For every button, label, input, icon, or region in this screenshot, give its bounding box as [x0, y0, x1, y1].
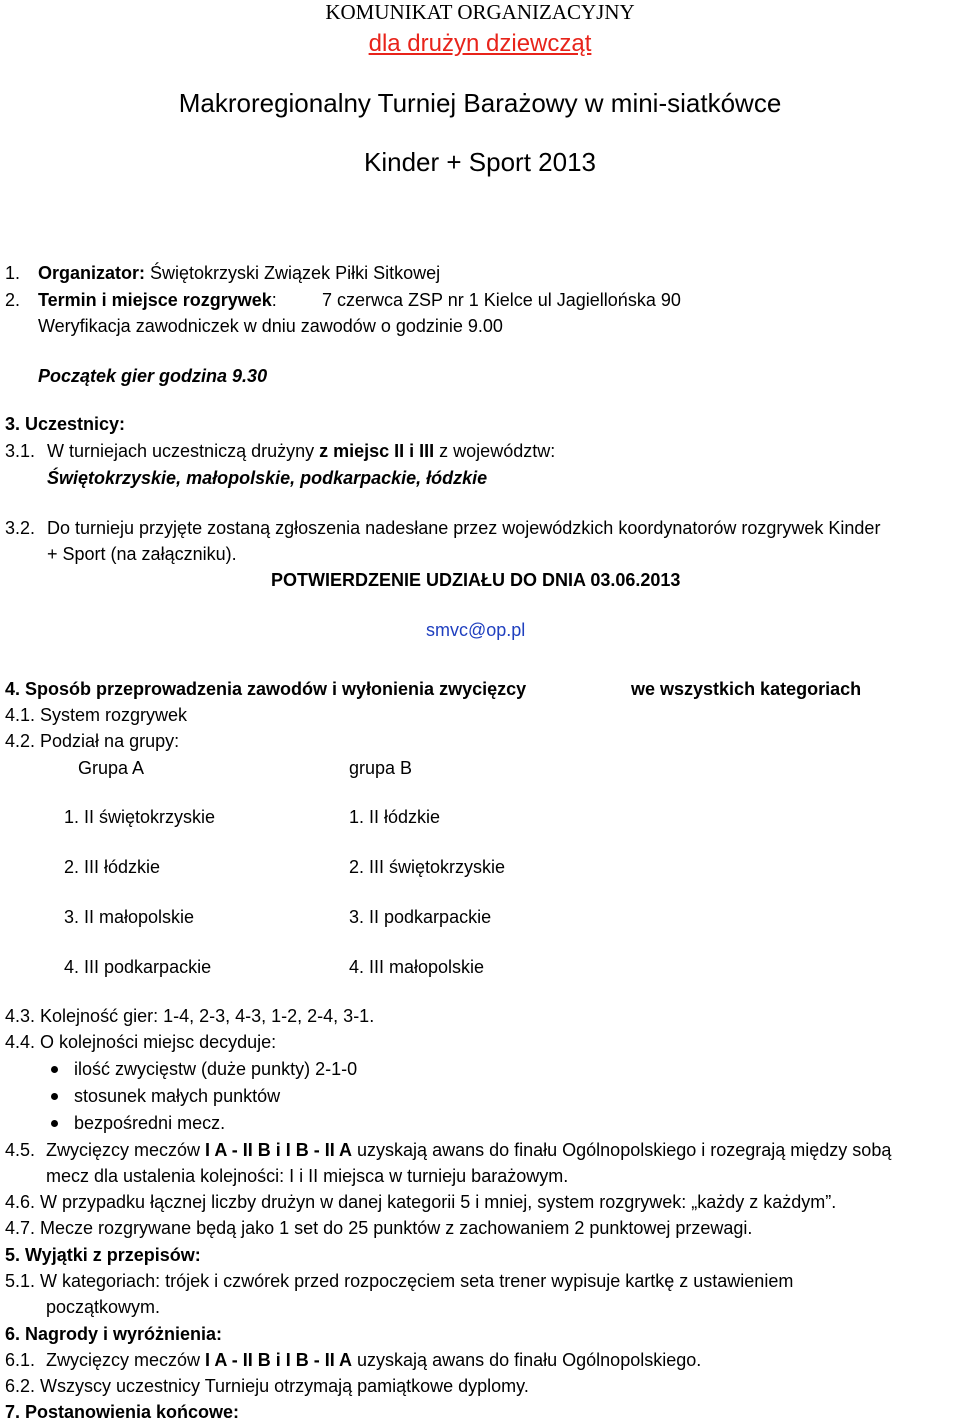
section-4-5-number: 4.5. [5, 1140, 36, 1160]
section-6-1-number: 6.1. [5, 1350, 36, 1370]
winners-suffix: uzyskają awans do finału Ogólnopolskiego i rozegrają między sobą [352, 1140, 892, 1160]
applications-text-line2: + Sport (na załączniku). [47, 544, 237, 564]
section-4-heading: 4. Sposób przeprowadzenia zawodów i wyłonienia zwycięzcy [5, 679, 527, 699]
bullet-icon [51, 1066, 58, 1073]
participants-text: W turniejach uczestniczą drużyny [47, 441, 320, 461]
group-a-heading: Grupa A [78, 758, 145, 778]
event-edition: Kinder + Sport 2013 [364, 147, 596, 177]
section-4-5 [5, 1140, 892, 1162]
contact-email-link[interactable]: smvc@op.pl [426, 620, 526, 640]
section-2: 2. Termin i miejsce rozgrywek: [5, 290, 277, 310]
winners-matches: I A - II B i I B - II A [205, 1140, 353, 1160]
group-a-team: 4. III podkarpackie [64, 957, 212, 977]
section-3-2-number: 3.2. [5, 518, 36, 538]
participant-regions: Świętokrzyskie, małopolskie, podkarpackie, łódzkie [47, 468, 488, 488]
verification-text: Weryfikacja zawodniczek w dniu zawodów o godzinie 9.00 [38, 316, 503, 336]
section-2-label: Termin i miejsce rozgrywek [38, 290, 272, 310]
group-b-team: 2. III świętokrzyskie [349, 857, 506, 877]
section-7-heading: 7. Postanowienia końcowe: [5, 1402, 240, 1422]
criteria-item: bezpośredni mecz. [74, 1113, 226, 1133]
group-a-team: 1. II świętokrzyskie [64, 807, 216, 827]
venue-value: 7 czerwca ZSP nr 1 Kielce ul Jagiellońska 90 [322, 290, 681, 310]
awards-text: Zwycięzcy meczów [46, 1350, 206, 1370]
participants-places: z miejsc II i III [319, 441, 435, 461]
criteria-item: ilość zwycięstw (duże punkty) 2-1-0 [74, 1059, 358, 1079]
start-time-text: Początek gier godzina 9.30 [38, 366, 268, 386]
section-1-label: Organizator: [38, 263, 146, 283]
section-1-number: 1. [5, 263, 21, 283]
document-subtitle: dla drużyn dziewcząt [368, 30, 592, 57]
section-3-1-number: 3.1. [5, 441, 36, 461]
section-4-3: 4.3. Kolejność gier: 1-4, 2-3, 4-3, 1-2, 2-4, 3-1. [5, 1006, 375, 1026]
section-3-1 [5, 441, 556, 463]
group-a-team: 3. II małopolskie [64, 907, 195, 927]
group-a-team: 2. III łódzkie [64, 857, 161, 877]
section-4-1: 4.1. System rozgrywek [5, 705, 188, 725]
organizer-value: Świętokrzyski Związek Piłki Sitkowej [150, 263, 441, 283]
group-b-team: 1. II łódzkie [349, 807, 441, 827]
section-6-2: 6.2. Wszyscy uczestnicy Turnieju otrzymają pamiątkowe dyplomy. [5, 1376, 529, 1396]
section-5-heading: 5. Wyjątki z przepisów: [5, 1245, 201, 1265]
section-6-heading: 6. Nagrody i wyróżnienia: [5, 1324, 223, 1344]
section-6-1 [5, 1350, 702, 1372]
section-4-2: 4.2. Podział na grupy: [5, 731, 180, 751]
section-3-heading: 3. Uczestnicy: [5, 414, 126, 434]
winners-text-line2: mecz dla ustalenia kolejności: I i II miejsca w turnieju barażowym. [46, 1166, 569, 1186]
document-title: KOMUNIKAT ORGANIZACYJNY [325, 0, 635, 24]
applications-text: Do turnieju przyjęte zostaną zgłoszenia nadesłane przez wojewódzkich koordynatorów rozgrywek Kinder [47, 518, 881, 538]
winners-text: Zwycięzcy meczów [46, 1140, 206, 1160]
section-4-7: 4.7. Mecze rozgrywane będą jako 1 set do 25 punktów z zachowaniem 2 punktowej przewagi. [5, 1218, 753, 1238]
bullet-icon [51, 1093, 58, 1100]
section-1 [5, 263, 441, 285]
event-name: Makroregionalny Turniej Barażowy w mini-siatkówce [178, 88, 782, 118]
participants-suffix: z województw: [434, 441, 556, 461]
group-b-heading: grupa B [349, 758, 413, 778]
section-5-1-line2: początkowym. [46, 1297, 161, 1317]
section-2-number: 2. [5, 290, 21, 310]
bullet-icon [51, 1120, 58, 1127]
section-4-heading-right: we wszystkich kategoriach [631, 679, 862, 699]
section-5-1: 5.1. W kategoriach: trójek i czwórek przed rozpoczęciem seta trener wypisuje kartkę z ustawieniem [5, 1271, 794, 1291]
group-b-team: 4. III małopolskie [349, 957, 485, 977]
section-4-6: 4.6. W przypadku łącznej liczby drużyn w danej kategorii 5 i mniej, system rozgrywek: „każdy z każdym”. [5, 1192, 837, 1212]
section-4-4: 4.4. O kolejności miejsc decyduje: [5, 1032, 277, 1052]
criteria-item: stosunek małych punktów [74, 1086, 281, 1106]
awards-matches: I A - II B i I B - II A [205, 1350, 353, 1370]
awards-suffix: uzyskają awans do finału Ogólnopolskiego. [352, 1350, 702, 1370]
confirmation-deadline: POTWIERDZENIE UDZIAŁU DO DNIA 03.06.2013 [271, 570, 681, 590]
group-b-team: 3. II podkarpackie [349, 907, 492, 927]
section-3-2 [5, 518, 881, 540]
